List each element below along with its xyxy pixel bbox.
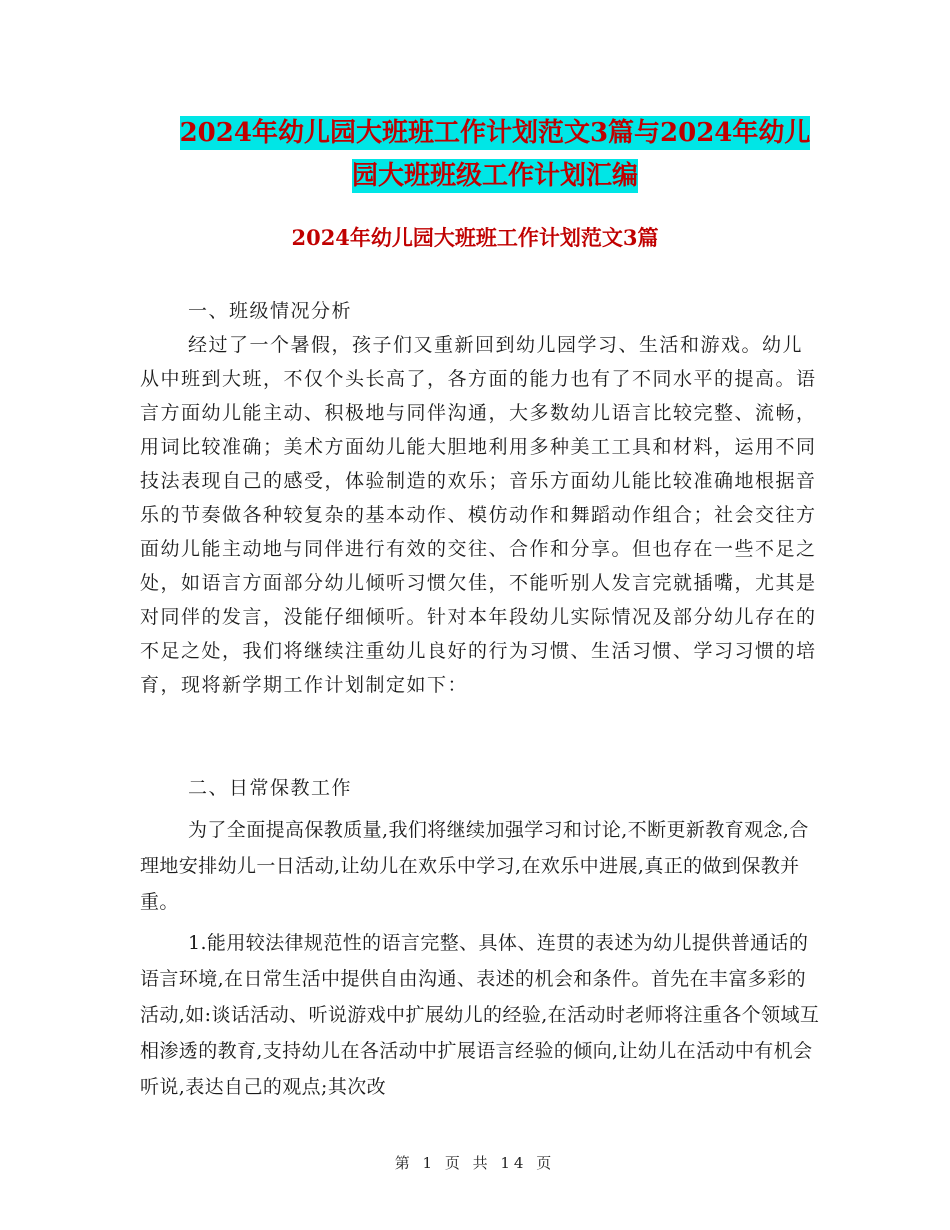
- document-title-line-2: [140, 151, 850, 201]
- title-highlight: 2024年幼儿园大班班工作计划范文3篇与2024年幼儿: [179, 118, 811, 148]
- paragraph-class-analysis: 经过了一个暑假，孩子们又重新回到幼儿园学习、生活和游戏。幼儿从中班到大班，不仅个头长高了，各方面的能力也有了不同水平的提高。语言方面幼儿能主动、积极地与同伴沟通，大多数幼儿语言比较完整、流畅，用词比较准确；美术方面幼儿能大胆地利用多种美工工具和材料，运用不同技法表现自己的感受，体验制造的欢乐；音乐方面幼儿能比较准确地根据音乐的节奏做各种较复杂的基本动作、模仿动作和舞蹈动作组合；社会交往方面幼儿能主动地与同伴进行有效的交往、合作和分享。但也存在一些不足之处，如语言方面部分幼儿倾听习惯欠佳，不能听别人发言完就插嘴，尤其是对同伴的发言，没能仔细倾听。针对本年段幼儿实际情况及部分幼儿存在的不足之处，我们将继续注重幼儿良好的行为习惯、生活习惯、学习习惯的培育，现将新学期工作计划制定如下：: [140, 334, 817, 696]
- page-footer: 第 1 页 共 14 页: [394, 1154, 556, 1172]
- section-subtitle: 2024年幼儿园大班班工作计划范文3篇: [291, 225, 659, 250]
- section-heading-class-analysis: 一、班级情况分析: [188, 300, 353, 322]
- paragraph-daily-care-intro: 为了全面提高保教质量,我们将继续加强学习和讨论,不断更新教育观念,合理地安排幼儿一日活动,让幼儿在欢乐中学习,在欢乐中进展,真正的做到保教并重。: [140, 819, 809, 913]
- paragraph-language-item-1: 1.能用较法律规范性的语言完整、具体、连贯的表述为幼儿提供普通话的语言环境,在日常生活中提供自由沟通、表述的机会和条件。首先在丰富多彩的活动,如:谈话活动、听说游戏中扩展幼儿的经验,在活动时老师将注重各个领域互相渗透的教育,支持幼儿在各活动中扩展语言经验的倾向,让幼儿在活动中有机会听说,表达自己的观点;其次改: [140, 932, 820, 1098]
- title-highlight: 园大班班级工作计划汇编: [351, 161, 638, 191]
- section-heading-daily-care: 二、日常保教工作: [188, 777, 353, 799]
